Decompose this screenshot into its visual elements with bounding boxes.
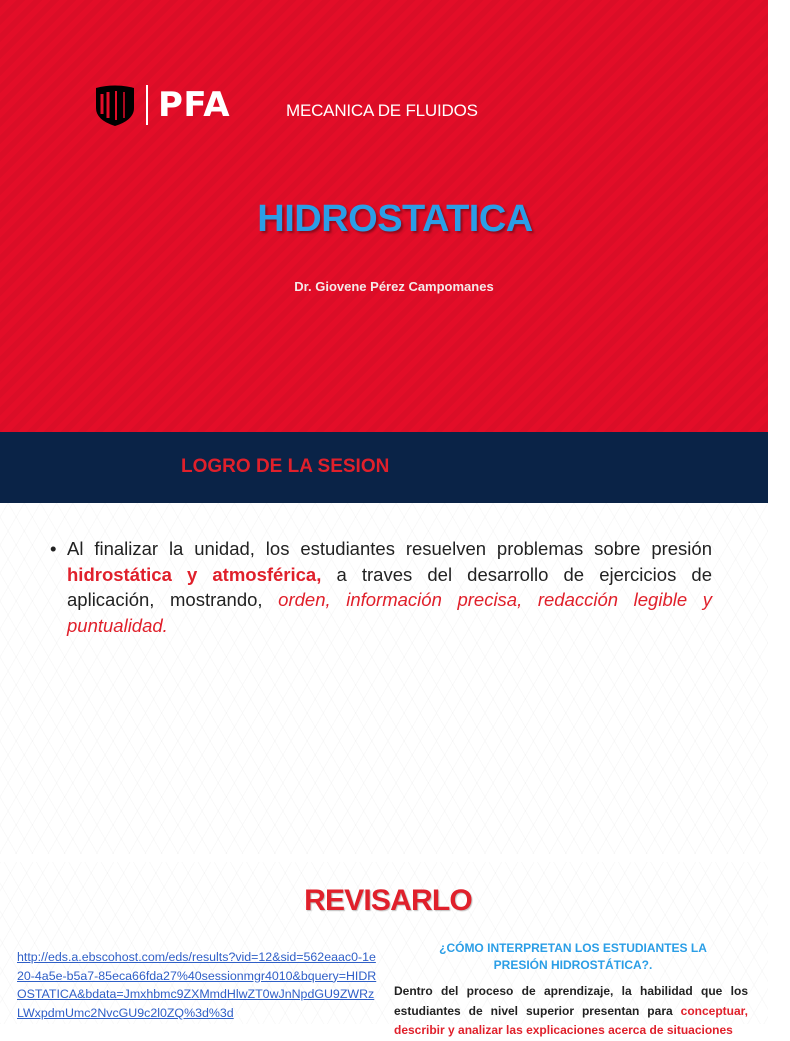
pfa-logo [96,84,230,126]
ebsco-link[interactable]: http://eds.a.ebscohost.com/eds/results?vid=12&sid=562eaac0-1e20-4a5e-b5a7-85eca66fda27%40sessionmgr4010&bquery=HIDROSTATICA&bdata=Jmxhbmc9ZXMmdHlwZT0wJnNpdGU9ZWRzLWxpdmUmc2NvcGU9c2l0ZQ%3d%3d [17,950,377,1020]
objective-text-part1: Al finalizar la unidad, los estudiantes resuelven problemas sobre presión [67,538,712,559]
objective-text [67,536,712,638]
review-question: ¿CÓMO INTERPRETAN LOS ESTUDIANTES LA PRESIÓN HIDROSTÁTICA?. [439,941,707,972]
objective-bullet [50,536,712,638]
objective-highlight-pressure: hidrostática y atmosférica, [67,563,322,585]
university-shield-icon [96,84,134,126]
logo-text: PFA [158,85,231,125]
objective-highlight-qualities: orden, información precisa, redacción legible y puntualidad. [67,589,712,636]
logo-divider [146,85,148,125]
slide-title: HIDROSTATICA [257,198,533,240]
title-slide [0,0,768,432]
review-title: REVISARLO [304,884,472,917]
course-name: MECANICA DE FLUIDOS [286,101,478,120]
author-name: Dr. Giovene Pérez Campomanes [294,279,494,294]
review-paragraph-text: Dentro del proceso de aprendizaje, la habilidad que los estudiantes de nivel superior presentan para [394,984,748,1018]
bullet-marker: • [50,538,57,559]
review-slide [0,862,768,1037]
review-paragraph-highlight: conceptuar, describir y analizar las explicaciones acerca de situaciones [394,1003,748,1037]
header-band [0,432,768,503]
objective-text-part2: a traves del desarrollo de ejercicios de aplicación, mostrando, [67,563,713,610]
review-paragraph [394,982,748,1041]
section-heading: LOGRO DE LA SESION [181,456,390,477]
logro-slide [0,432,768,854]
